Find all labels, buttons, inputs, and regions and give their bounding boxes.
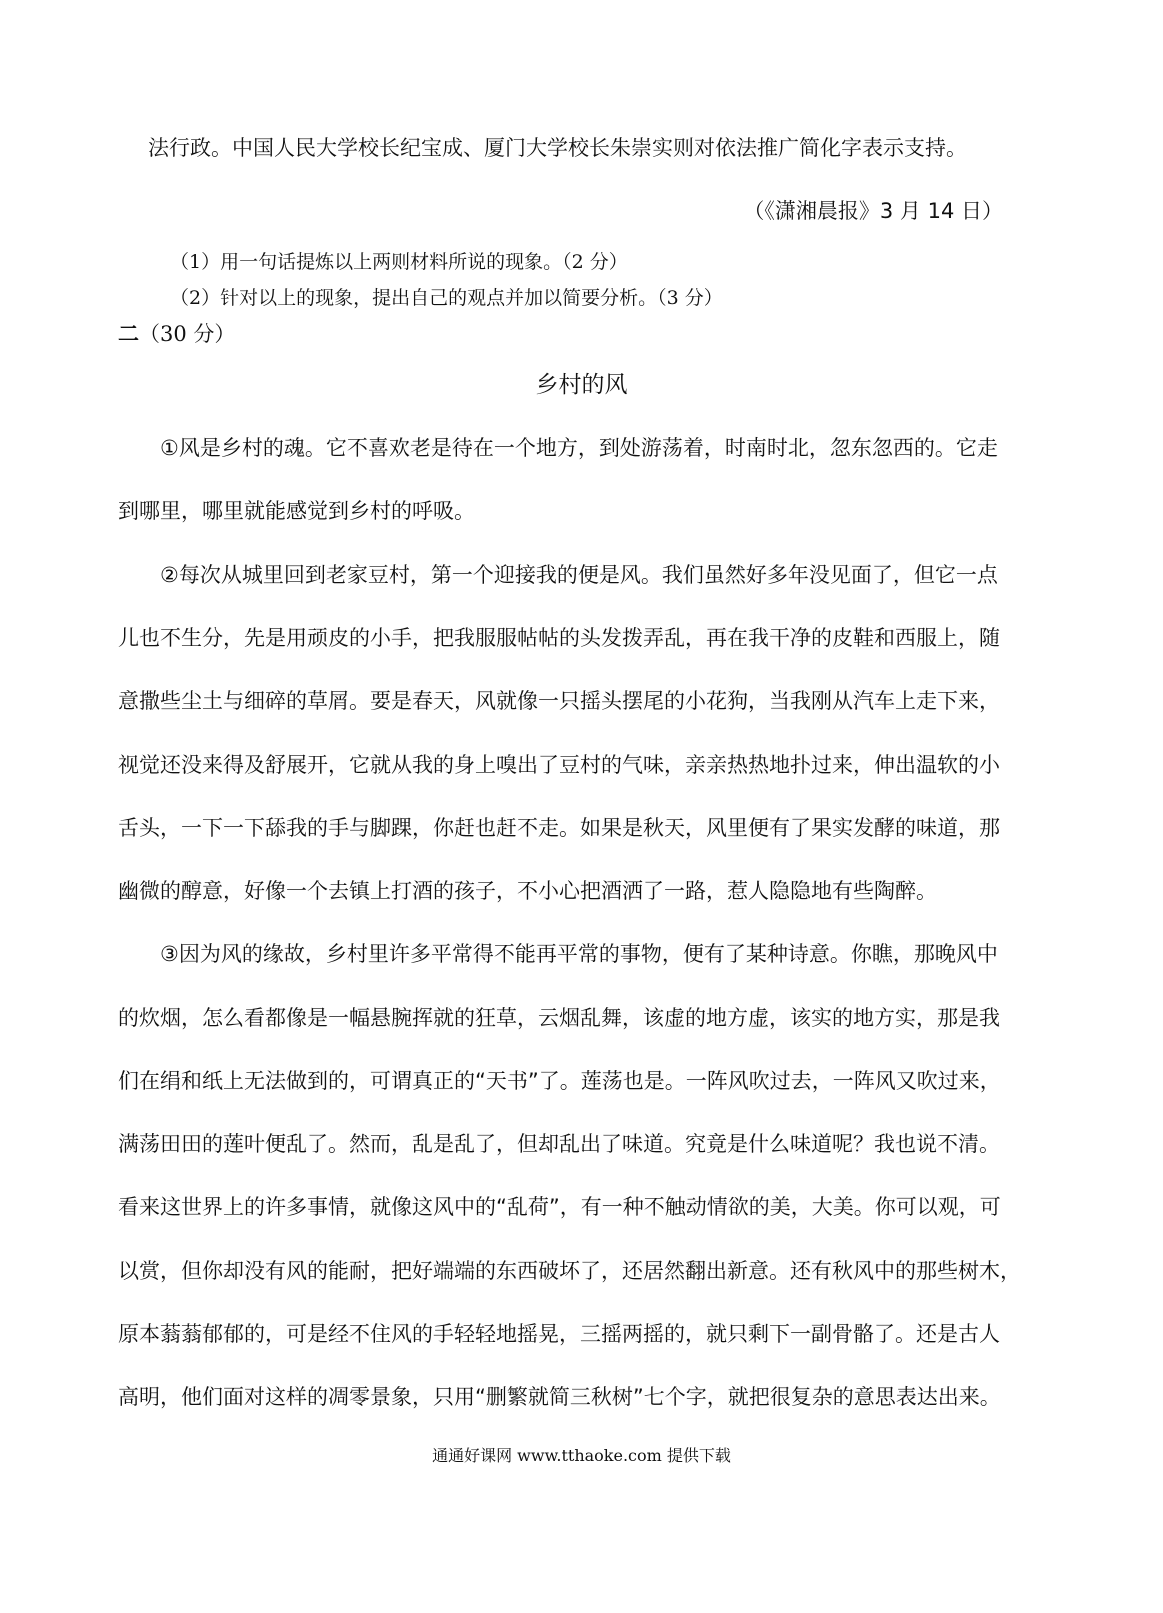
section-number: 二 bbox=[118, 321, 139, 346]
article-line: 原本蓊蓊郁郁的，可是经不住风的手轻轻地摇晃，三摇两摇的，就只剩下一副骨骼了。还是古人 bbox=[118, 1322, 1000, 1346]
article-line: 到哪里，哪里就能感觉到乡村的呼吸。 bbox=[118, 499, 475, 523]
article-line: ②每次从城里回到老家豆村，第一个迎接我的便是风。我们虽然好多年没见面了，但它一点 bbox=[160, 563, 998, 587]
article-title: 乡村的风 bbox=[535, 372, 628, 398]
page-footer: 通通好课网 www.tthaoke.com 提供下载 bbox=[432, 1446, 731, 1465]
material-source: （《潇湘晨报》3 月 14 日） bbox=[743, 199, 1003, 223]
article-line: ③因为风的缘故，乡村里许多平常得不能再平常的事物，便有了某种诗意。你瞧，那晚风中 bbox=[160, 942, 998, 966]
section-heading bbox=[118, 320, 235, 348]
question-1: （1）用一句话提炼以上两则材料所说的现象。（2 分） bbox=[170, 251, 628, 273]
section-score: （30 分） bbox=[139, 322, 236, 346]
article-line: 以赏，但你却没有风的能耐，把好端端的东西破坏了，还居然翻出新意。还有秋风中的那些树木， bbox=[118, 1259, 1021, 1283]
article-line: 意撒些尘土与细碎的草屑。要是春天，风就像一只摇头摆尾的小花狗，当我刚从汽车上走下来， bbox=[118, 689, 1000, 713]
material-last-line: 法行政。中国人民大学校长纪宝成、厦门大学校长朱崇实则对依法推广简化字表示支持。 bbox=[148, 136, 967, 160]
article-line: 的炊烟，怎么看都像是一幅悬腕挥就的狂草，云烟乱舞，该虚的地方虚，该实的地方实，那是我 bbox=[118, 1006, 1000, 1030]
article-line: 满荡田田的莲叶便乱了。然而，乱是乱了，但却乱出了味道。究竟是什么味道呢？我也说不清。 bbox=[118, 1132, 1000, 1156]
question-2: （2）针对以上的现象，提出自己的观点并加以简要分析。（3 分） bbox=[170, 287, 723, 309]
article-line: 幽微的醇意，好像一个去镇上打酒的孩子，不小心把酒洒了一路，惹人隐隐地有些陶醉。 bbox=[118, 879, 937, 903]
article-line: 高明，他们面对这样的凋零景象，只用“删繁就简三秋树”七个字，就把很复杂的意思表达出来。 bbox=[118, 1385, 1001, 1409]
article-line: 看来这世界上的许多事情，就像这风中的“乱荷”，有一种不触动情欲的美，大美。你可以观，可 bbox=[118, 1195, 1001, 1219]
article-line: 舌头，一下一下舔我的手与脚踝，你赶也赶不走。如果是秋天，风里便有了果实发酵的味道，那 bbox=[118, 816, 1000, 840]
article-line: ①风是乡村的魂。它不喜欢老是待在一个地方，到处游荡着，时南时北，忽东忽西的。它走 bbox=[160, 436, 998, 460]
article-line: 儿也不生分，先是用顽皮的小手，把我服服帖帖的头发拨弄乱，再在我干净的皮鞋和西服上，随 bbox=[118, 626, 1000, 650]
article-line: 视觉还没来得及舒展开，它就从我的身上嗅出了豆村的气味，亲亲热热地扑过来，伸出温软的小 bbox=[118, 753, 1000, 777]
article-line: 们在绢和纸上无法做到的，可谓真正的“天书”了。莲荡也是。一阵风吹过去，一阵风又吹过来， bbox=[118, 1069, 1001, 1093]
